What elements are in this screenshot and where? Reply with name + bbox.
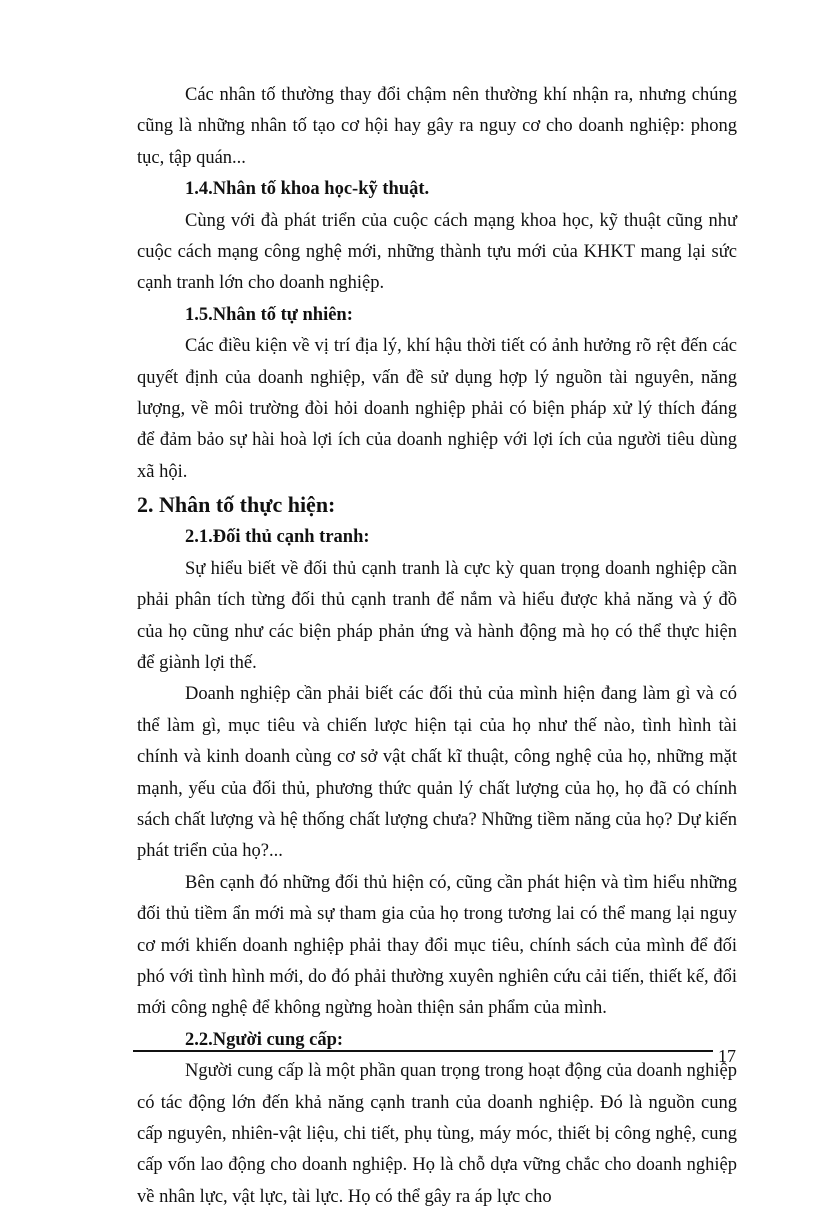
paragraph: Người cung cấp là một phần quan trọng trong hoạt động của doanh nghiệp có tác động lớn đến khả năng cạnh tranh của doanh nghiệp. Đó là nguồn cung cấp nguyên, nhiên-vật liệu, chi tiết, phụ tùng, máy móc, thiết bị công nghệ, cung cấp vốn lao động cho doanh nghiệp. Họ là chỗ dựa vững chắc cho doanh nghiệp về nhân lực, vật lực, tài lực. Họ có thể gây ra áp lực cho	[137, 1061, 737, 1207]
subsection-heading: 1.4.Nhân tố khoa học-kỹ thuật.	[185, 179, 430, 200]
paragraph: Sự hiểu biết về đối thủ cạnh tranh là cực kỳ quan trọng doanh nghiệp cần phải phân tích từng đối thủ cạnh tranh để nắm và hiểu được khả năng và ý đồ của họ cũng như các biện pháp phản ứng và hành động mà họ có thể thực hiện để giành lợi thế.	[137, 558, 737, 673]
paragraph: Doanh nghiệp cần phải biết các đối thủ của mình hiện đang làm gì và có thể làm gì, mục tiêu và chiến lược hiện tại của họ như thế nào, tình hình tài chính và kinh doanh cùng cơ sở vật chất kĩ thuật, công nghệ của họ, những mặt mạnh, yếu của đối thủ, phương thức quản lý chất lượng của họ, họ đã có chính sách chất lượng và hệ thống chất lượng chưa? Những tiềm năng của họ? Dự kiến phát triển của họ?...	[137, 684, 737, 862]
section-heading: 2. Nhân tố thực hiện:	[137, 492, 336, 518]
paragraph: Cùng với đà phát triển của cuộc cách mạng khoa học, kỹ thuật cũng như cuộc cách mạng công nghệ mới, những thành tựu mới của KHKT mang lại sức cạnh tranh lớn cho doanh nghiệp.	[137, 210, 737, 294]
paragraph: Các điều kiện về vị trí địa lý, khí hậu thời tiết có ảnh hưởng rõ rệt đến các quyết định của doanh nghiệp, vấn đề sử dụng hợp lý nguồn tài nguyên, năng lượng, về môi trường đòi hỏi doanh nghiệp phải có biện pháp xử lý thích đáng để đảm bảo sự hài hoà lợi ích của doanh nghiệp với lợi ích của người tiêu dùng xã hội.	[137, 336, 737, 482]
paragraph: Bên cạnh đó những đối thủ hiện có, cũng cần phát hiện và tìm hiểu những đối thủ tiềm ẩn mới mà sự tham gia của họ trong tương lai có thể mang lại nguy cơ mới khiến doanh nghiệp phải thay đổi mục tiêu, chính sách của mình để đối phó với tình hình mới, do đó phải thường xuyên nghiên cứu cải tiến, thiết kế, đổi mới công nghệ để không ngừng hoàn thiện sản phẩm của mình.	[137, 872, 737, 1019]
subsection-heading: 2.2.Người cung cấp:	[185, 1029, 344, 1050]
footer-divider	[133, 1050, 713, 1052]
paragraph: Các nhân tố thường thay đổi chậm nên thường khí nhận ra, nhưng chúng cũng là những nhân tố tạo cơ hội hay gây ra nguy cơ cho doanh nghiệp: phong tục, tập quán...	[137, 85, 737, 168]
subsection-heading: 2.1.Đối thủ cạnh tranh:	[185, 527, 370, 548]
page-number: 17	[718, 1046, 736, 1066]
subsection-heading: 1.5.Nhân tố tự nhiên:	[185, 304, 353, 325]
page-body	[137, 80, 737, 1213]
